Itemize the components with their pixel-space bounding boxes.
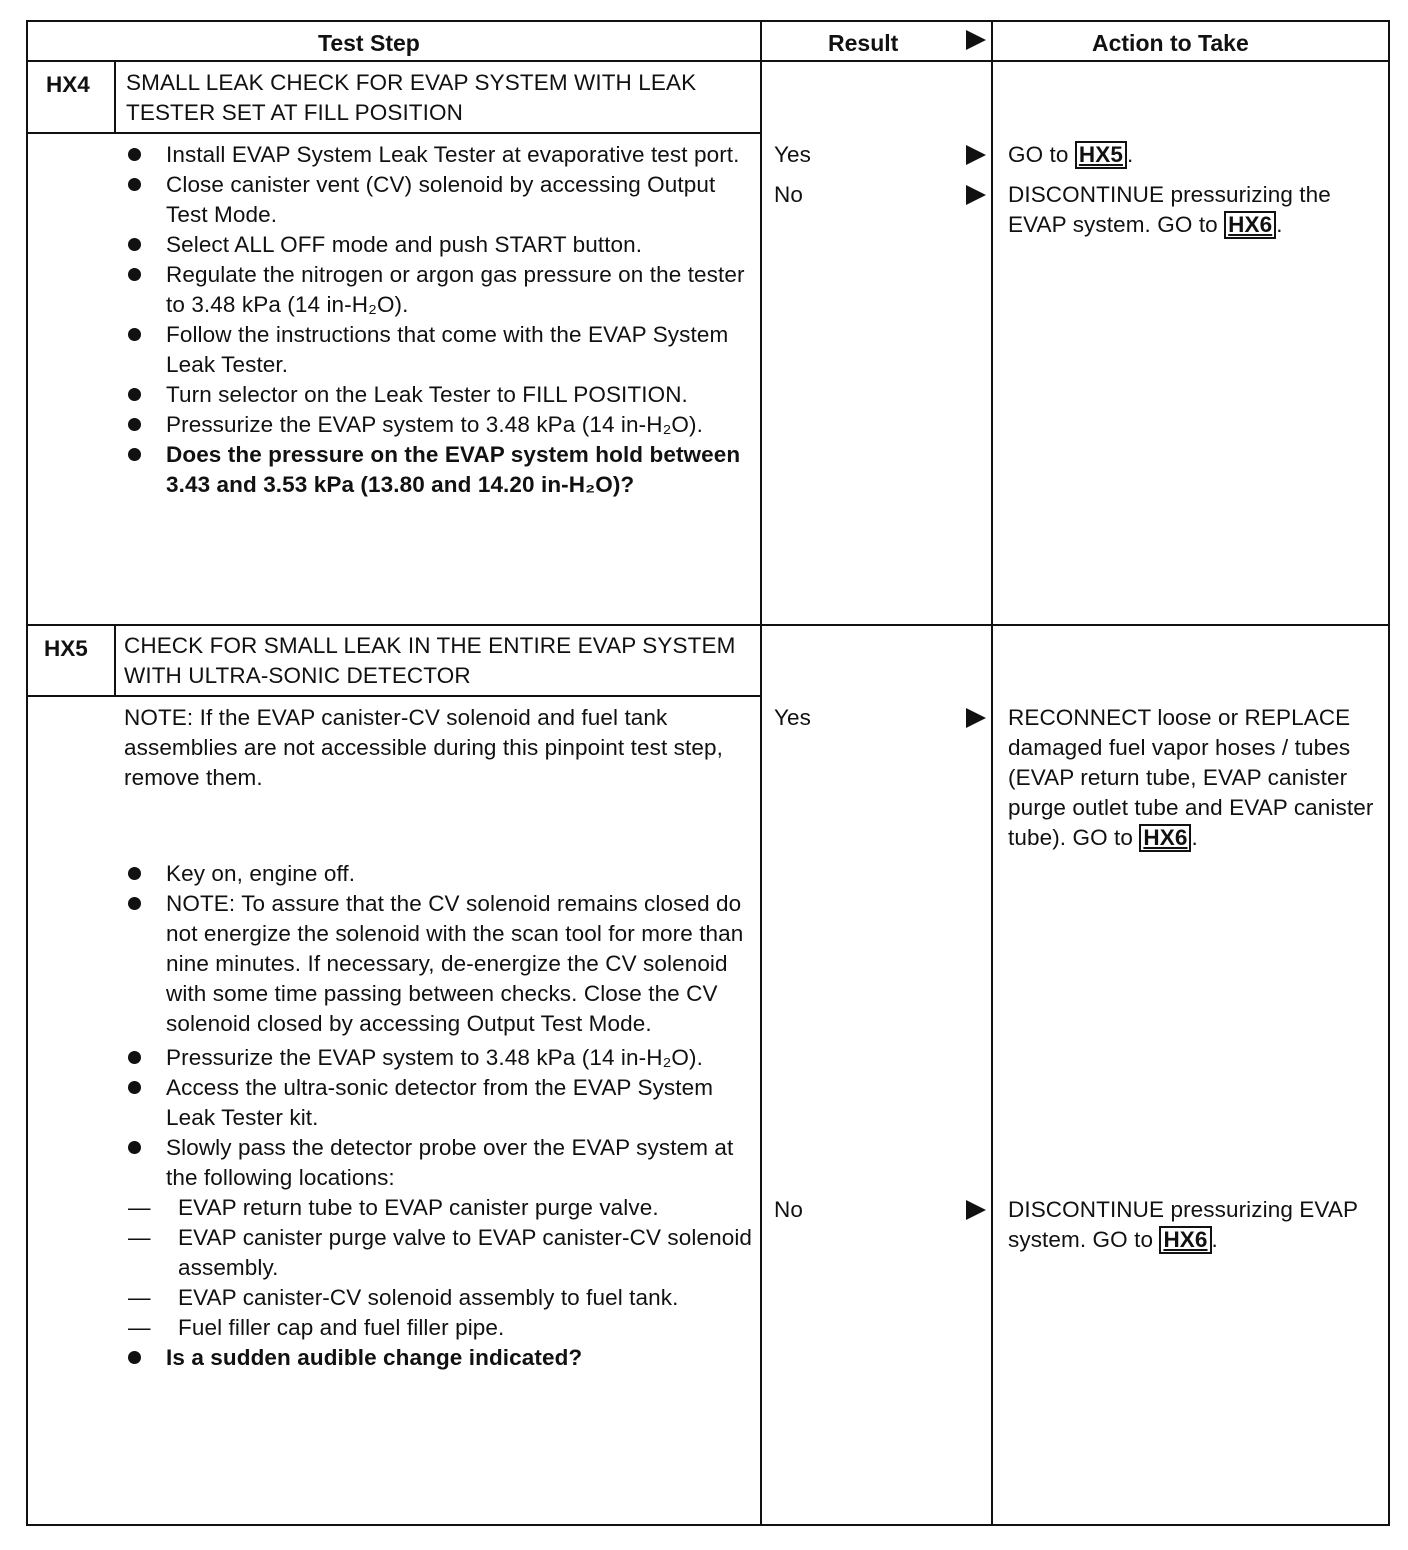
hx4-bullet: Pressurize the EVAP system to 3.48 kPa (14 in-H₂O). [124,410,754,440]
hx5-bullet: Pressurize the EVAP system to 3.48 kPa (14 in-H₂O). [124,1043,758,1073]
hx4-bullet: Install EVAP System Leak Tester at evaporative test port. [124,140,754,170]
bullet-icon [128,448,141,461]
hx4-result-no: No [774,182,803,207]
bullet-icon [128,328,141,341]
bullet-icon [128,238,141,251]
hx5-location: — EVAP canister purge valve to EVAP canister-CV solenoid assembly. [128,1225,753,1280]
hx4-bullet: Close canister vent (CV) solenoid by accessing Output Test Mode. [124,170,754,230]
hx4-action-no: DISCONTINUE pressurizing the EVAP system. GO to HX6 . [1008,182,1331,237]
hx4-result-yes: Yes [774,142,812,167]
hx5-action-no: DISCONTINUE pressurizing EVAP system. GO to HX6 . [1008,1197,1358,1252]
dash-icon: — [128,1195,151,1220]
hx4-procedure [124,140,754,500]
hx5-title-rule [28,695,761,697]
hx6-reference-link[interactable]: HX6 [1139,824,1191,852]
hx4-yes-arrow-icon [966,145,986,165]
hx5-reference-link[interactable]: HX5 [1075,141,1127,169]
hx5-location: — EVAP canister-CV solenoid assembly to fuel tank. [124,1283,758,1313]
column-divider-action [991,22,993,1524]
test-step-table [26,20,1390,1526]
bullet-icon [128,388,141,401]
hx5-bullet: NOTE: To assure that the CV solenoid remains closed do not energize the solenoid with the scan tool for more than nine minutes. If necessary, de-energize the CV solenoid with some time passing between checks. Close the CV solenoid closed by accessing Output Test Mode. [124,889,758,1039]
hx6-reference-link[interactable]: HX6 [1224,211,1276,239]
hx5-note: NOTE: If the EVAP canister-CV solenoid and fuel tank assemblies are not accessible during this pinpoint test step, remove them. [124,705,723,790]
header-result: Result [828,30,899,56]
hx4-id-divider [114,60,116,134]
hx4-title-rule [28,132,761,134]
header-test-step: Test Step [318,30,420,56]
hx5-procedure [124,859,758,1373]
hx4-bullet: Turn selector on the Leak Tester to FILL POSITION. [124,380,754,410]
hx5-bullet: Key on, engine off. [124,859,758,889]
hx5-no-arrow-icon [966,1200,986,1220]
hx4-hx5-rule [28,624,1388,626]
hx5-bullet: Access the ultra-sonic detector from the EVAP System Leak Tester kit. [124,1073,758,1133]
hx4-question: Does the pressure on the EVAP system hold between 3.43 and 3.53 kPa (13.80 and 14.20 in-H₂O)? [124,440,754,500]
hx5-result-no: No [774,1197,803,1222]
bullet-icon [128,1141,141,1154]
bullet-icon [128,148,141,161]
column-divider-result [760,22,762,1524]
bullet-icon [128,867,141,880]
hx5-step-id: HX5 [44,636,88,661]
hx4-action-yes: GO to HX5 . [1008,142,1134,167]
hx5-action-yes: RECONNECT loose or REPLACE damaged fuel vapor hoses / tubes (EVAP return tube, EVAP canister purge outlet tube and EVAP canister tube). GO to HX6 . [1008,705,1374,850]
hx4-bullet: Follow the instructions that come with the EVAP System Leak Tester. [124,320,754,380]
bullet-icon [128,1081,141,1094]
hx5-location: — EVAP return tube to EVAP canister purge valve. [124,1193,758,1223]
bullet-icon [128,178,141,191]
header-arrow-icon [966,30,986,50]
hx4-bullet: Regulate the nitrogen or argon gas pressure on the tester to 3.48 kPa (14 in-H₂O). [124,260,754,320]
bullet-icon [128,1351,141,1364]
hx4-step-id: HX4 [46,72,90,97]
hx4-no-arrow-icon [966,185,986,205]
header-rule [28,60,1388,62]
hx6-reference-link[interactable]: HX6 [1159,1226,1211,1254]
hx5-title: CHECK FOR SMALL LEAK IN THE ENTIRE EVAP SYSTEM WITH ULTRA-SONIC DETECTOR [124,633,736,688]
bullet-icon [128,418,141,431]
hx5-question: Is a sudden audible change indicated? [124,1343,758,1373]
hx5-id-divider [114,624,116,697]
bullet-icon [128,1051,141,1064]
dash-icon: — [128,1285,151,1310]
header-action: Action to Take [1092,30,1249,56]
dash-icon: — [128,1315,151,1340]
hx5-location: — Fuel filler cap and fuel filler pipe. [124,1313,758,1343]
bullet-icon [128,897,141,910]
hx4-bullet: Select ALL OFF mode and push START button. [124,230,754,260]
hx4-title: SMALL LEAK CHECK FOR EVAP SYSTEM WITH LEAK TESTER SET AT FILL POSITION [126,70,697,125]
hx5-result-yes: Yes [774,705,812,730]
hx5-bullet: Slowly pass the detector probe over the EVAP system at the following locations: — EVAP return tube to EVAP canister purge valve. — EVAP canister purge valve to EVAP canister-CV solenoid assembly. — EVAP canister-CV solenoid assembly to fuel tank. — Fuel filler cap and fuel filler pipe. [124,1133,758,1343]
bullet-icon [128,268,141,281]
hx5-yes-arrow-icon [966,708,986,728]
dash-icon: — [128,1225,151,1250]
